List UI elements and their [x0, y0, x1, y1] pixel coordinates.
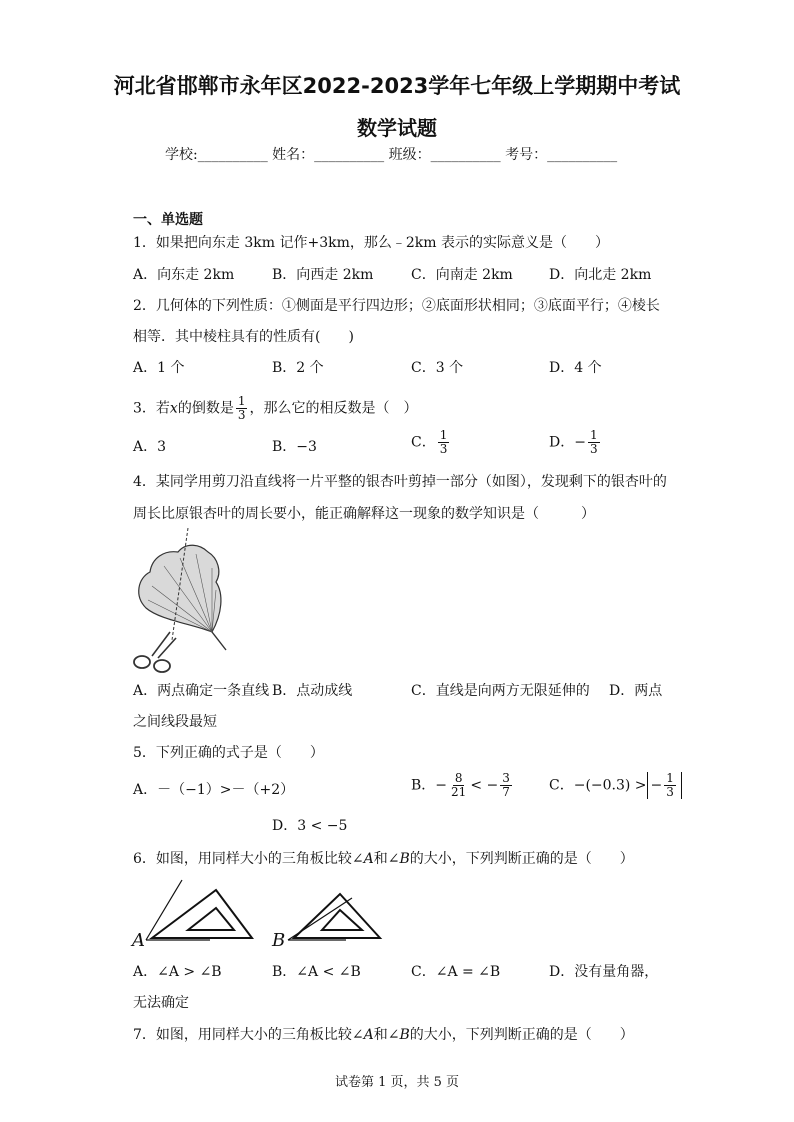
q5-option-a[interactable]: A．－（−1）>－（+2）: [133, 782, 295, 798]
q7-angle-b: B: [399, 1027, 410, 1043]
q3-option-c-den: 3: [439, 442, 448, 456]
angle-a-figure: [130, 880, 252, 951]
q2-option-a[interactable]: A．1 个: [133, 360, 185, 376]
q4-option-d-line2[interactable]: 之间线段最短: [133, 714, 217, 730]
triangle-comparison-figure: [130, 876, 390, 952]
q3-stem-pre: 3．若: [133, 400, 170, 417]
id-blank[interactable]: __________: [547, 147, 618, 163]
q1-option-c[interactable]: C．向南走 2km: [411, 267, 513, 283]
q3-option-d-num: 1: [589, 428, 598, 442]
q6-angle-a: A: [363, 851, 374, 867]
q3-option-d-den: 3: [589, 442, 598, 456]
q1-stem: 1．如果把向东走 3km 记作+3km，那么﹣2km 表示的实际意义是（ ）: [133, 235, 609, 251]
q3-option-c[interactable]: [411, 429, 451, 456]
q4-stem-line2: 周长比原银杏叶的周长要小，能正确解释这一现象的数学知识是（ ）: [133, 506, 595, 522]
q2-option-c[interactable]: C．3 个: [411, 360, 464, 376]
exam-subtitle: 数学试题: [357, 116, 437, 140]
ginkgo-leaf-icon: [139, 545, 226, 650]
q2-stem-line1: 2．几何体的下列性质：①侧面是平行四边形；②底面形状相同；③底面平行；④棱长: [133, 298, 660, 314]
q5-option-b-num1: 8: [454, 771, 463, 785]
q5-option-c-den: 3: [666, 785, 674, 799]
ginkgo-scissors-figure: [130, 528, 240, 676]
section-title: 一、单选题: [133, 212, 203, 228]
name-label: 姓名：: [272, 147, 315, 163]
q7-stem: [133, 1026, 634, 1044]
name-blank[interactable]: __________: [314, 147, 385, 163]
q6-option-d-line2[interactable]: 无法确定: [133, 995, 189, 1011]
q7-stem-post: 的大小，下列判断正确的是（ ）: [409, 1027, 634, 1043]
label-a: A: [132, 930, 145, 951]
q3-option-d-label: D．−: [549, 434, 586, 451]
q6-angle-b: B: [399, 851, 410, 867]
q1-option-a[interactable]: A．向东走 2km: [133, 267, 235, 283]
school-label: 学校:: [165, 147, 198, 163]
q6-option-d-line1[interactable]: D．没有量角器，: [549, 964, 659, 980]
school-blank[interactable]: __________: [197, 147, 268, 163]
q7-angle-a: A: [363, 1027, 374, 1043]
q3-stem-mid: 的倒数是: [177, 400, 234, 417]
q6-option-c[interactable]: C．∠A = ∠B: [411, 964, 501, 980]
q4-option-a[interactable]: A．两点确定一条直线: [133, 683, 270, 699]
q5-option-b-den2: 7: [502, 785, 510, 799]
q5-option-c-fraction: [664, 772, 676, 799]
page-footer: 试卷第 1 页，共 5 页: [334, 1075, 460, 1090]
q3-option-d-fraction: [588, 429, 600, 456]
q3-fraction: [236, 395, 248, 422]
q5-option-d[interactable]: D．3 < −5: [272, 818, 348, 834]
q6-stem-mid: 和∠: [373, 851, 400, 867]
q6-stem-pre: 6．如图，用同样大小的三角板比较∠: [133, 851, 364, 867]
q5-option-b-mid: < −: [470, 777, 499, 794]
q4-stem-line1: 4．某同学用剪刀沿直线将一片平整的银杏叶剪掉一部分（如图），发现剩下的银杏叶的: [133, 474, 667, 490]
id-label: 考号：: [505, 147, 548, 163]
q5-option-c-label: C．−(−0.3) >: [549, 777, 647, 794]
q3-option-c-label: C．: [411, 434, 436, 451]
q3-option-c-num: 1: [439, 428, 448, 442]
q3-option-c-fraction: [438, 429, 450, 456]
q5-option-c-abs: [647, 772, 682, 799]
q5-option-b-den1: 21: [451, 785, 467, 799]
info-fields: [165, 146, 617, 164]
q3-variable: x: [169, 400, 178, 417]
q6-stem-post: 的大小，下列判断正确的是（ ）: [409, 851, 634, 867]
q6-stem: [133, 850, 634, 868]
q6-option-b[interactable]: B．∠A < ∠B: [272, 964, 361, 980]
q5-option-b[interactable]: [411, 772, 514, 799]
q2-option-b[interactable]: B．2 个: [272, 360, 324, 376]
q1-option-b[interactable]: B．向西走 2km: [272, 267, 374, 283]
q3-stem-post: ，那么它的相反数是（ ）: [249, 400, 418, 417]
q7-stem-pre: 7．如图，用同样大小的三角板比较∠: [133, 1027, 364, 1043]
q5-option-b-frac2: [500, 772, 512, 799]
q3-stem: [133, 395, 417, 422]
q2-stem-line2: 相等．其中棱柱具有的性质有( ): [133, 329, 354, 345]
q3-option-b[interactable]: B．−3: [272, 439, 317, 455]
q7-stem-mid: 和∠: [373, 1027, 400, 1043]
q3-frac-num: 1: [237, 394, 246, 408]
q3-option-a[interactable]: A．3: [133, 439, 167, 455]
q5-option-b-frac1: [449, 772, 468, 799]
q4-option-c[interactable]: C．直线是向两方无限延伸的: [411, 683, 590, 699]
q5-option-b-num2: 3: [502, 771, 510, 785]
q5-option-b-label: B．−: [411, 777, 448, 794]
class-blank[interactable]: __________: [430, 147, 501, 163]
q5-option-c[interactable]: [549, 772, 682, 799]
q5-option-c-num: 1: [666, 771, 674, 785]
q5-stem: 5．下列正确的式子是（ ）: [133, 745, 324, 761]
q3-frac-den: 3: [237, 408, 246, 422]
q2-option-d[interactable]: D．4 个: [549, 360, 602, 376]
q4-option-b[interactable]: B．点动成线: [272, 683, 353, 699]
angle-b-figure: [271, 894, 380, 951]
label-b: B: [272, 930, 286, 951]
q1-option-d[interactable]: D．向北走 2km: [549, 267, 652, 283]
exam-title: 河北省邯郸市永年区2022-2023学年七年级上学期期中考试: [113, 74, 681, 98]
q3-option-d[interactable]: [549, 429, 602, 456]
q5-option-c-inner: −: [650, 777, 663, 794]
q4-option-d-line1[interactable]: D．两点: [609, 683, 663, 699]
class-label: 班级：: [388, 147, 431, 163]
scissors-icon: [134, 632, 176, 672]
q6-option-a[interactable]: A．∠A > ∠B: [133, 964, 222, 980]
